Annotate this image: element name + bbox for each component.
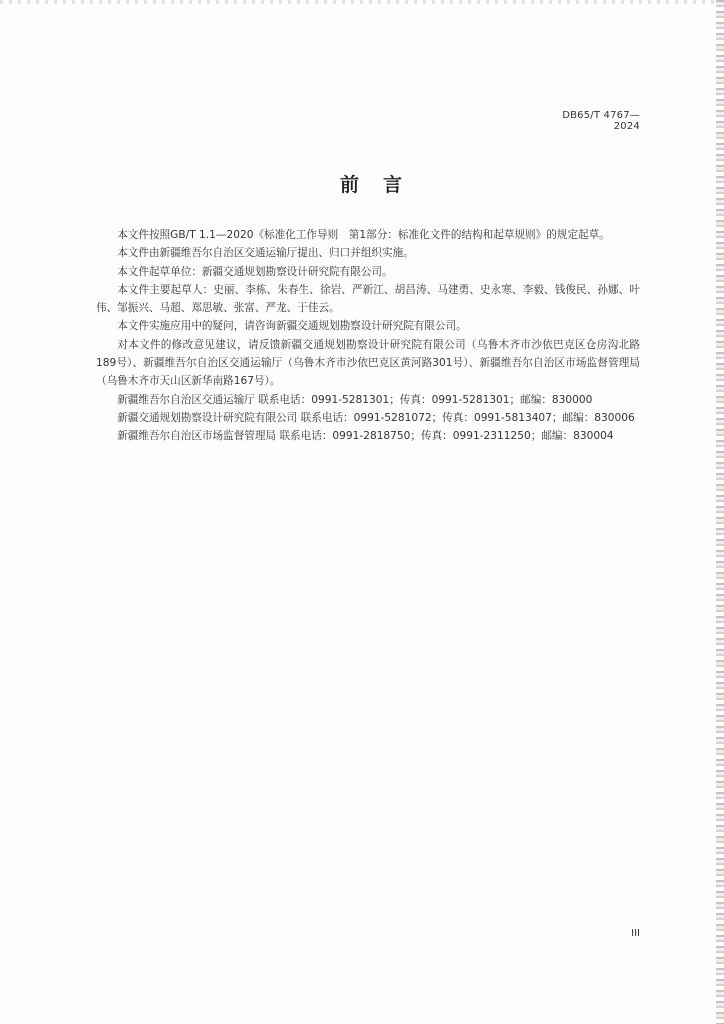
foreword-body [96,226,640,446]
contact-market-regulation: 新疆维吾尔自治区市场监督管理局 联系电话：0991-2818750；传真：0991-2311250；邮编：830004 [117,430,614,443]
paragraph-proposer: 本文件由新疆维吾尔自治区交通运输厅提出、归口并组织实施。 [117,247,414,260]
paragraph-feedback: 对本文件的修改意见建议，请反馈新疆交通规划勘察设计研究院有限公司（乌鲁木齐市沙依巴克区仓房沟北路189号）、新疆维吾尔自治区交通运输厅（乌鲁木齐市沙依巴克区黄河路301号）、新疆维吾尔自治区市场监督管理局（乌鲁木齐市天山区新华南路167号）。 [96,338,640,388]
contact-transport-department: 新疆维吾尔自治区交通运输厅 联系电话：0991-5281301；传真：0991-5281301；邮编：830000 [117,393,593,406]
paragraph-drafters: 本文件主要起草人：史丽、李栋、朱春生、徐岩、严新江、胡昌涛、马建勇、史永寒、李毅、钱俊民、孙娜、叶伟、邹振兴、马超、郑思敏、张富、严龙、于佳云。 [96,283,640,315]
standard-code: DB65/T 4767—2024 [562,110,640,132]
page-title: 前言 [340,174,427,196]
contact-design-institute: 新疆交通规划勘察设计研究院有限公司 联系电话：0991-5281072；传真：0991-5813407；邮编：830006 [117,411,635,424]
paragraph-drafting-rules: 本文件按照GB/T 1.1—2020《标准化工作导则 第1部分：标准化文件的结构和起草规则》的规定起草。 [117,229,610,241]
paragraph-inquiries: 本文件实施应用中的疑问，请咨询新疆交通规划勘察设计研究院有限公司。 [117,320,467,333]
scan-edge-top [0,0,724,4]
paragraph-drafting-unit: 本文件起草单位：新疆交通规划勘察设计研究院有限公司。 [117,265,393,278]
scan-edge-right [716,0,724,1024]
page-number: III [631,928,640,939]
